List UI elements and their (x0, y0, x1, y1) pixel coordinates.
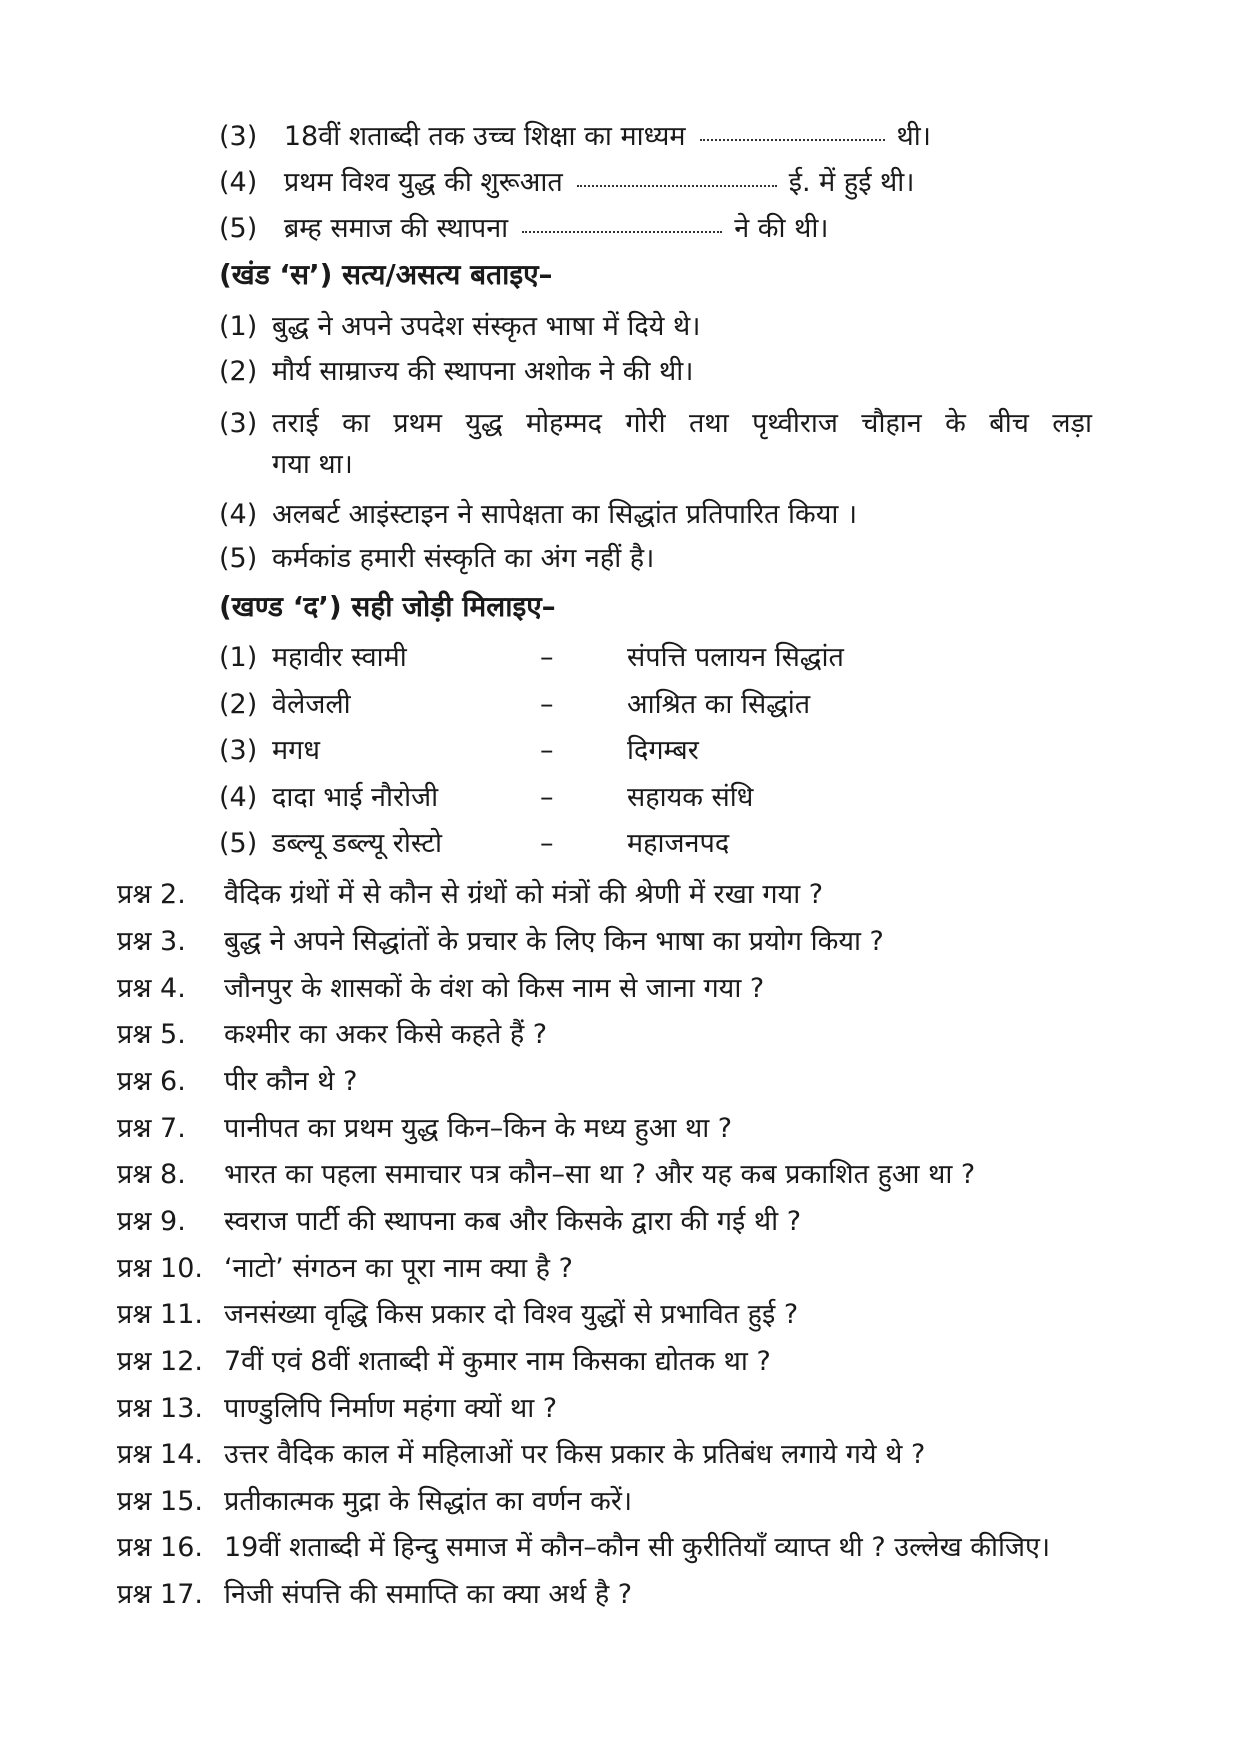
question-label: प्रश्न 8. (117, 1159, 186, 1190)
match-dash: – (540, 735, 554, 766)
item-number: (2) (219, 356, 258, 387)
blank-line (577, 167, 777, 187)
question-label: प्रश्न 17. (117, 1579, 203, 1610)
question-text: 19वीं शताब्दी में हिन्दु समाज में कौन–कौन सी कुरीतियाँ व्याप्त थी ? उल्लेख कीजिए। (224, 1532, 1051, 1563)
fill-blank-item (219, 212, 829, 246)
fill-blank-item (219, 166, 915, 200)
item-text-end: ई. में हुई थी। (788, 167, 915, 198)
true-false-item-continued (272, 448, 353, 482)
item-number: (5) (219, 543, 258, 574)
question-label: प्रश्न 11. (117, 1299, 203, 1330)
question-text: पीर कौन थे ? (224, 1066, 358, 1097)
question-text: भारत का पहला समाचार पत्र कौन–सा था ? और यह कब प्रकाशित हुआ था ? (224, 1159, 976, 1190)
item-number: (5) (219, 213, 258, 244)
question-text: जौनपुर के शासकों के वंश को किस नाम से जाना गया ? (224, 973, 765, 1004)
match-left: वेलेजली (272, 689, 351, 720)
question-text: निजी संपत्ति की समाप्ति का क्या अर्थ है ? (224, 1579, 633, 1610)
item-text: अलबर्ट आइंस्टाइन ने सापेक्षता का सिद्धांत प्रतिपारित किया । (272, 499, 858, 530)
question-text: प्रतीकात्मक मुद्रा के सिद्धांत का वर्णन करें। (224, 1486, 633, 1517)
match-dash: – (540, 689, 554, 720)
question-text: उत्तर वैदिक काल में महिलाओं पर किस प्रकार के प्रतिबंध लगाये गये थे ? (224, 1439, 926, 1470)
question-text: पाण्डुलिपि निर्माण महंगा क्यों था ? (224, 1393, 558, 1424)
item-text: कर्मकांड हमारी संस्कृति का अंग नहीं है। (272, 543, 655, 574)
match-left: डब्ल्यू डब्ल्यू रोस्टो (272, 828, 442, 859)
blank-line (700, 121, 885, 141)
match-right: संपत्ति पलायन सिद्धांत (627, 642, 844, 673)
question-text: कश्मीर का अकर किसे कहते हैं ? (224, 1019, 548, 1050)
item-text: गया था। (272, 449, 353, 480)
item-text: 18वीं शताब्दी तक उच्च शिक्षा का माध्यम (283, 121, 686, 152)
question-label: प्रश्न 2. (117, 879, 186, 910)
blank-line (522, 213, 722, 233)
item-text: तराई का प्रथम युद्ध मोहम्मद गोरी तथा पृथ्वीराज चौहान के बीच लड़ा (272, 408, 1092, 439)
item-text: प्रथम विश्व युद्ध की शुरूआत (283, 167, 563, 198)
item-text: मौर्य साम्राज्य की स्थापना अशोक ने की थी। (272, 356, 694, 387)
question-label: प्रश्न 12. (117, 1346, 203, 1377)
question-label: प्रश्न 6. (117, 1066, 186, 1097)
question-text: स्वराज पार्टी की स्थापना कब और किसके द्वारा की गई थी ? (224, 1206, 802, 1237)
match-left: मगध (272, 735, 320, 766)
question-text: पानीपत का प्रथम युद्ध किन–किन के मध्य हुआ था ? (224, 1113, 733, 1144)
question-text: बुद्ध ने अपने सिद्धांतों के प्रचार के लिए किन भाषा का प्रयोग किया ? (224, 926, 884, 957)
match-left: दादा भाई नौरोजी (272, 782, 439, 813)
question-label: प्रश्न 4. (117, 973, 186, 1004)
question-text: ‘नाटो’ संगठन का पूरा नाम क्या है ? (224, 1253, 573, 1284)
match-right: दिगम्बर (627, 735, 699, 766)
match-right: महाजनपद (627, 828, 730, 859)
item-number: (4) (219, 167, 258, 198)
item-number: (3) (219, 735, 258, 766)
section-c-heading: (खंड ‘स’) सत्य/असत्य बताइए– (219, 258, 553, 291)
question-label: प्रश्न 15. (117, 1486, 203, 1517)
fill-blank-item (219, 120, 931, 154)
question-label: प्रश्न 13. (117, 1393, 203, 1424)
question-label: प्रश्न 9. (117, 1206, 186, 1237)
question-label: प्रश्न 10. (117, 1253, 203, 1284)
section-d-heading: (खण्ड ‘द’) सही जोड़ी मिलाइए– (219, 590, 556, 623)
question-text: जनसंख्या वृद्धि किस प्रकार दो विश्व युद्धों से प्रभावित हुई ? (224, 1299, 799, 1330)
item-number: (1) (219, 642, 258, 673)
item-number: (2) (219, 689, 258, 720)
match-dash: – (540, 828, 554, 859)
item-number: (5) (219, 828, 258, 859)
item-text: बुद्ध ने अपने उपदेश संस्कृत भाषा में दिये थे। (272, 311, 701, 342)
item-number: (3) (219, 121, 258, 152)
item-number: (4) (219, 782, 258, 813)
question-label: प्रश्न 5. (117, 1019, 186, 1050)
item-text-end: ने की थी। (734, 213, 829, 244)
match-right: आश्रित का सिद्धांत (627, 689, 811, 720)
question-label: प्रश्न 16. (117, 1532, 203, 1563)
item-number: (4) (219, 499, 258, 530)
question-label: प्रश्न 7. (117, 1113, 186, 1144)
question-label: प्रश्न 14. (117, 1439, 203, 1470)
match-dash: – (540, 642, 554, 673)
match-right: सहायक संधि (627, 782, 754, 813)
question-label: प्रश्न 3. (117, 926, 186, 957)
match-dash: – (540, 782, 554, 813)
item-text: ब्रम्ह समाज की स्थापना (283, 213, 509, 244)
question-text: वैदिक ग्रंथों में से कौन से ग्रंथों को मंत्रों की श्रेणी में रखा गया ? (224, 879, 824, 910)
question-text: 7वीं एवं 8वीं शताब्दी में कुमार नाम किसका द्योतक था ? (224, 1346, 771, 1377)
item-number: (1) (219, 311, 258, 342)
item-number: (3) (219, 408, 258, 439)
match-left: महावीर स्वामी (272, 642, 407, 673)
item-text-end: थी। (896, 121, 932, 152)
